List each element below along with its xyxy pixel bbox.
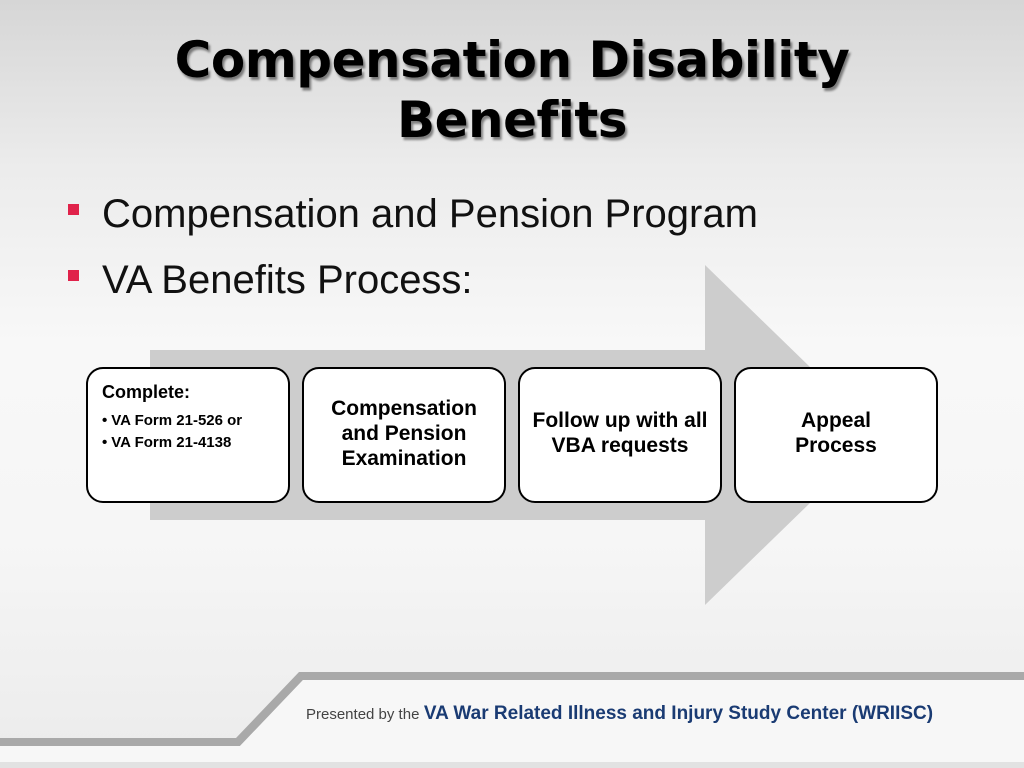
bullet-dot-icon: •	[102, 434, 108, 451]
step-item-text: VA Form 21-526 or	[111, 412, 243, 429]
bullet-dot-icon: •	[102, 412, 108, 429]
title-line-2: Benefits	[396, 91, 628, 149]
footer-organization: VA War Related Illness and Injury Study Center (WRIISC)	[423, 703, 934, 724]
title-line-1: Compensation Disability	[174, 31, 850, 89]
bullet-text: VA Benefits Process:	[102, 258, 473, 302]
footer-prefix: Presented by the	[306, 706, 420, 723]
footer-credit	[306, 703, 933, 725]
step-heading: Complete:	[102, 382, 191, 402]
step-text: Appeal Process	[795, 409, 877, 457]
step-text: Compensation and Pension Examination	[331, 396, 477, 470]
bullet-text: Compensation and Pension Program	[102, 192, 758, 236]
step-text: Follow up with all VBA requests	[532, 409, 708, 457]
step-item-text: VA Form 21-4138	[111, 434, 232, 451]
